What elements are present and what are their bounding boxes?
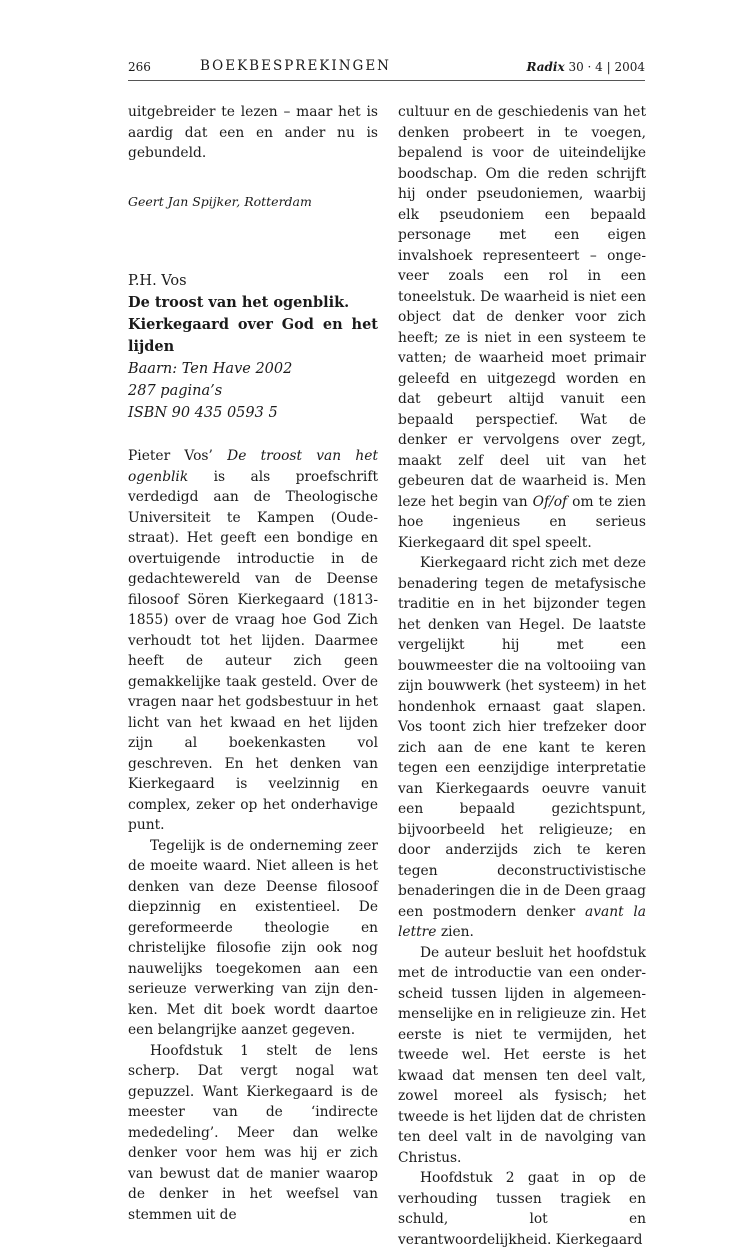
foreign-phrase: avant la lettre — [398, 903, 646, 940]
review-paragraph: Tegelijk is de onderneming zeer de moeite waard. Niet alleen is het denken van deze Deense filosoof diepzinnig en existentieel. De gereformeerde theologie en christelijke filosofie zijn ook nog nauwelijks toegekomen aan een serieuze verwerking van zijn denken. Met dit boek wordt daartoe een belangrijke aanzet gegeven. — [128, 837, 378, 1038]
journal-info — [526, 60, 645, 74]
journal-name: Radix — [526, 60, 565, 74]
section-title: BOEKBESPREKINGEN — [200, 58, 391, 74]
review-paragraph — [128, 446, 378, 836]
review-paragraph — [398, 102, 646, 553]
book-title-line-2: Kierkegaard over God en het lijden — [128, 316, 378, 355]
book-publisher: Baarn: Ten Have 2002 — [128, 361, 293, 377]
right-column — [398, 102, 646, 1250]
review-paragraph: Hoofdstuk 1 stelt de lens scherp. Dat vergt nogal wat gepuzzel. Want Kierkegaard is de meester van de ‘indirecte mededeling’. Meer dan welke denker voor hem was hij er zich van bewust dat de manier waarop de denker in het weefsel van stemmen uit de — [128, 1042, 378, 1223]
book-citation — [128, 270, 378, 424]
journal-issue: 30 · 4 | 2004 — [568, 60, 645, 74]
paragraph-text: Kierkegaard richt zich met deze benadering tegen de metafysische traditie en in het bijzonder tegen het denken van Hegel. De laatste vergelijkt hij met een bouwmeester die na voltooiing van zijn bouwwerk (het systeem) in het hondenhok ernaast gaat slapen. Vos toont zich hier trefzeker door zich aan de ene kant te keren tegen een eenzijdige interpretatie van Kierkegaards oeuvre vanuit een bepaald gezichtspunt, bijvoorbeeld het religieuze; en door anderzijds zich te keren tegen deconstructivistische benaderingen die in de Deen graag een postmodern denker — [398, 555, 646, 920]
review-paragraph: De auteur besluit het hoofdstuk met de introductie van een onderscheid tussen lijden in algemeen-menselijke en in religieuze zin. Het eerste is niet te vermijden, het tweede wel. Het eerste is het kwaad dat mensen ten deel valt, zowel moreel als fysisch; het tweede is het lijden dat de christen ten deel valt in de navolging van Christus. — [398, 944, 646, 1166]
book-author: P.H. Vos — [128, 273, 187, 289]
review-paragraph: Hoofdstuk 2 gaat in op de verhouding tussen tragiek en schuld, lot en verantwoordelijkheid. Kierkegaard — [398, 1170, 646, 1248]
prev-review-ending: uitgebreider te lezen – maar het is aardig dat een en ander nu is gebundeld. — [128, 104, 378, 161]
book-title-inline: De troost van het ogenblik — [128, 448, 378, 485]
book-title-line-1: De troost van het ogenblik. — [128, 294, 350, 311]
paragraph-text: cultuur en de geschiedenis van het denken probeert in te voegen, bepalend is voor de uiteindelijke boodschap. Om die reden schrijft hij onder pseudoniemen, waarbij elk pseudoniem een bepaald personage met een eigen invalshoek representeert – ongeveer zoals een rol in een toneelstuk. De waarheid is niet een object dat de denker voor zich heeft; ze is niet in een systeem te vatten; de waarheid moet primair geleefd en uitgezegd worden en dat gebeurt altijd vanuit een bepaald perspectief. Wat de denker er vervolgens over zegt, maakt zelf deel uit van het gebeuren dat de waarheid is. Men leze het begin van — [398, 104, 646, 510]
paragraph-text: om te zien hoe ingenieus en serieus Kierkegaard dit spel speelt. — [398, 493, 646, 551]
running-header — [128, 58, 645, 81]
reviewer-signature: Geert Jan Spijker, Rotterdam — [128, 193, 312, 209]
left-column — [128, 102, 378, 1225]
work-title-inline: Of/of — [532, 493, 568, 510]
book-isbn: ISBN 90 435 0593 5 — [128, 405, 278, 421]
paragraph-text: Pieter Vos’ — [128, 448, 228, 464]
paragraph-text: is als proefschrift verdedigd aan de Theologische Universiteit te Kampen (Oudestraat). Het geeft een bondige en overtuigende introductie in de gedachtewereld van de Deense filosoof Sören Kierkegaard (1813-1855) over de vraag hoe God Zich verhoudt tot het lijden. Daarmee heeft de auteur zich geen gemakkelijke taak gesteld. Over de vragen naar het godsbestuur in het licht van het kwaad en het lijden zijn al boekenkasten vol geschreven. En het denken van Kierkegaard is veelzinnig en complex, zeker op het onderhavige punt. — [128, 468, 378, 833]
paragraph-text: zien. — [436, 924, 474, 940]
review-body-left — [128, 446, 378, 1225]
page-number: 266 — [128, 60, 151, 74]
book-pages: 287 pagina’s — [128, 383, 223, 399]
review-paragraph — [398, 553, 646, 943]
